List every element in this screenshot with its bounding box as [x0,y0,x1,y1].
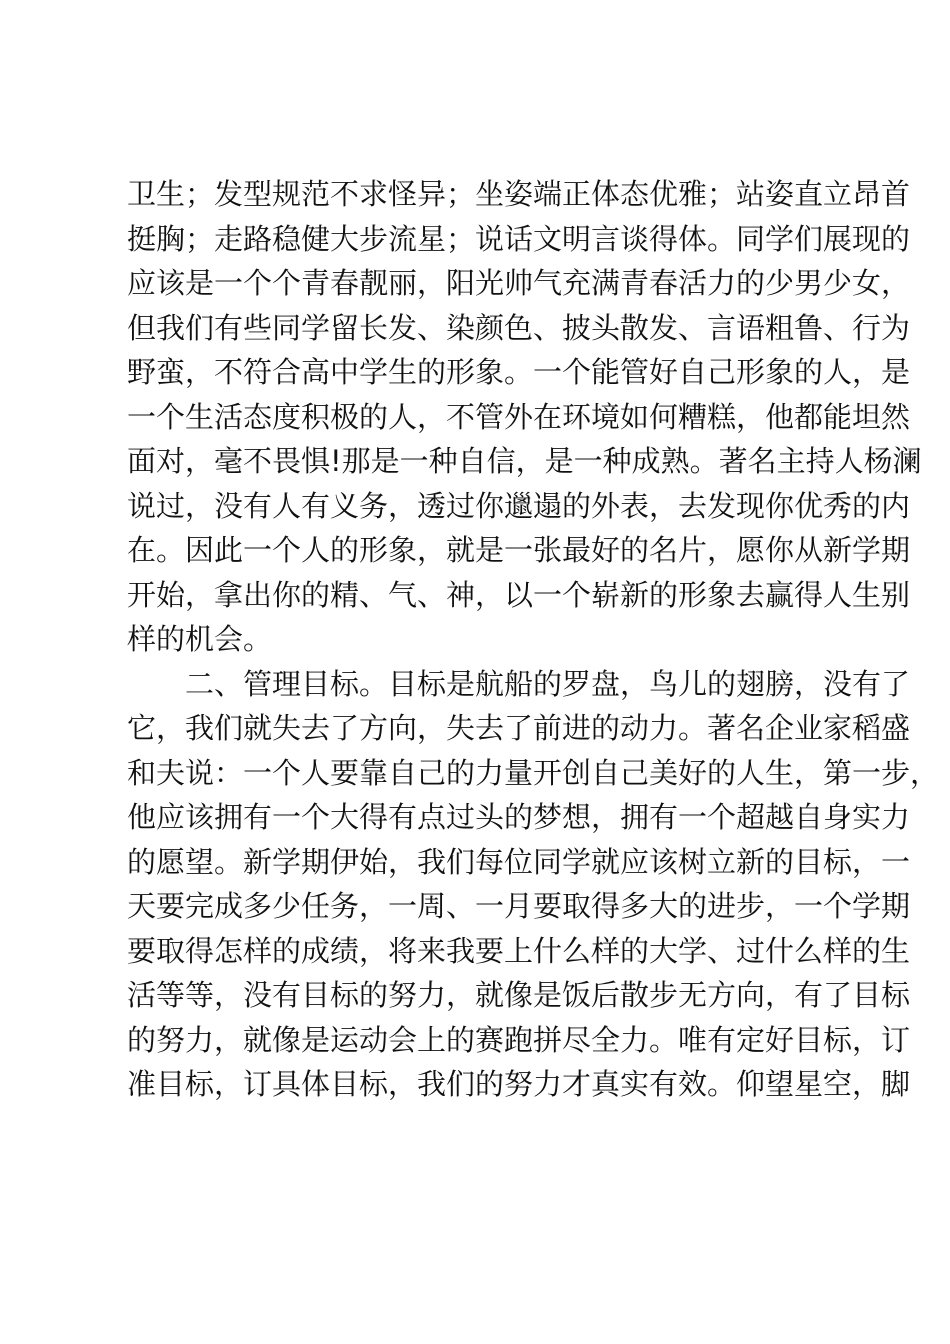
text-line: 二、管理目标。目标是航船的罗盘，鸟儿的翅膀，没有了 [185,666,911,701]
text-line: 它，我们就失去了方向，失去了前进的动力。著名企业家稻盛 [127,711,911,745]
paragraph-2 [127,662,940,1107]
text-line: 面对，毫不畏惧!那是一种自信，是一种成熟。著名主持人杨澜 [127,444,922,478]
paragraph-1 [127,172,922,662]
body-text [127,172,940,1107]
text-line: 的努力，就像是运动会上的赛跑拼尽全力。唯有定好目标，订 [127,1022,911,1057]
text-line: 要取得怎样的成绩，将来我要上什么样的大学、过什么样的生 [127,933,911,968]
text-line: 准目标，订具体目标，我们的努力才真实有效。仰望星空，脚 [127,1067,911,1101]
text-line: 野蛮，不符合高中学生的形象。一个能管好自己形象的人，是 [127,355,911,389]
text-line: 他应该拥有一个大得有点过头的梦想，拥有一个超越自身实力 [127,800,911,834]
text-line: 一个生活态度积极的人，不管外在环境如何糟糕，他都能坦然 [127,399,911,434]
text-line: 在。因此一个人的形象，就是一张最好的名片，愿你从新学期 [127,533,911,567]
text-line: 说过，没有人有义务，透过你邋遢的外表，去发现你优秀的内 [127,488,911,523]
text-line: 和夫说：一个人要靠自己的力量开创自己美好的人生，第一步， [127,755,940,790]
text-line: 但我们有些同学留长发、染颜色、披头散发、言语粗鲁、行为 [127,310,911,345]
text-line: 开始，拿出你的精、气、神，以一个崭新的形象去赢得人生别 [127,577,911,612]
text-line: 卫生；发型规范不求怪异；坐姿端正体态优雅；站姿直立昂首 [127,177,911,211]
text-line: 样的机会。 [127,622,273,656]
text-line: 挺胸；走路稳健大步流星；说话文明言谈得体。同学们展现的 [127,221,911,256]
text-line: 活等等，没有目标的努力，就像是饭后散步无方向，有了目标 [127,978,911,1012]
text-line: 天要完成多少任务，一周、一月要取得多大的进步，一个学期 [127,889,911,923]
text-line: 应该是一个个青春靓丽，阳光帅气充满青春活力的少男少女， [127,266,911,300]
text-line: 的愿望。新学期伊始，我们每位同学就应该树立新的目标，一 [127,844,911,879]
